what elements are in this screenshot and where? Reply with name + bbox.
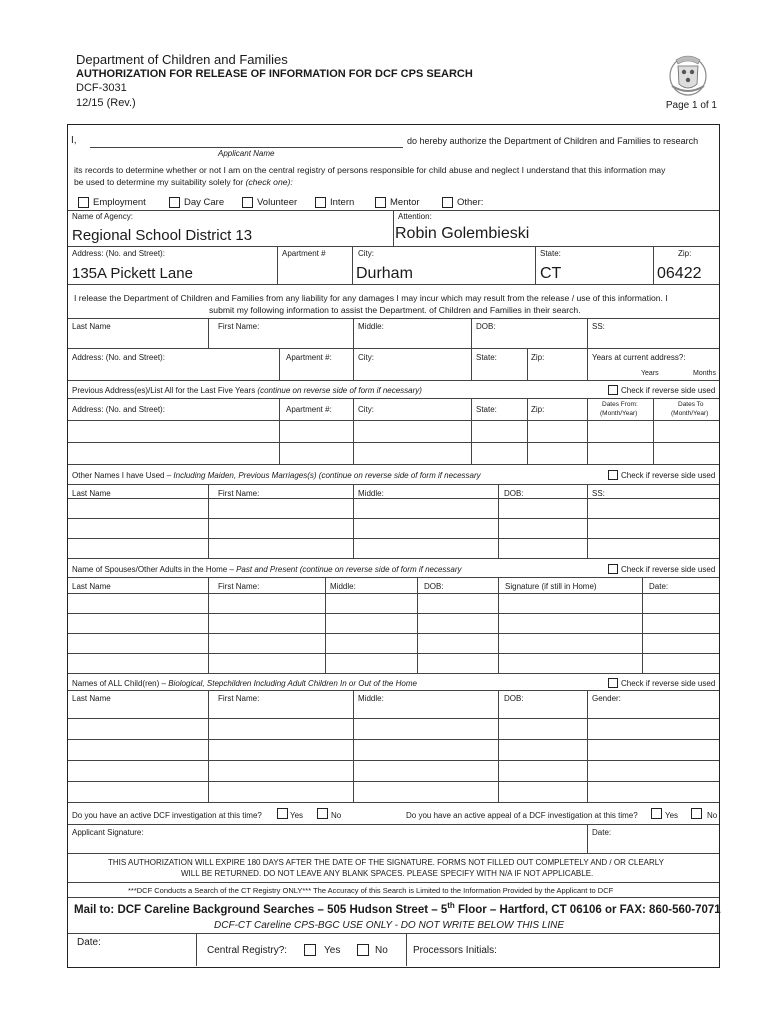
processors-initials-label: Processors Initials: <box>413 945 497 956</box>
spouses-dob-label: DOB: <box>424 582 444 591</box>
applicant-apartment-label: Apartment #: <box>286 353 332 362</box>
dates-from-label: Dates From: <box>602 401 638 408</box>
release-text-1: I release the Department of Children and Families from any liability for any damages I may incur which may result from the release / use of this information. I <box>74 293 668 303</box>
applicant-middle-label: Middle: <box>358 322 384 331</box>
attention-value[interactable]: Robin Golembieski <box>395 225 530 242</box>
active-investigation-yes-label: Yes <box>290 811 304 820</box>
form-number: DCF-3031 <box>76 82 127 94</box>
volunteer-checkbox[interactable] <box>242 197 253 208</box>
purpose-text-2: be used to determine my suitability solely for (check one): <box>74 177 293 187</box>
department-name: Department of Children and Families <box>76 52 288 67</box>
active-appeal-yes-checkbox[interactable] <box>651 808 662 819</box>
dates-from-format: (Month/Year) <box>600 410 638 417</box>
mentor-label: Mentor <box>390 197 420 208</box>
central-registry-no-label: No <box>375 945 388 956</box>
agency-name-value[interactable]: Regional School District 13 <box>72 227 253 244</box>
employment-checkbox[interactable] <box>78 197 89 208</box>
other-names-dob-label: DOB: <box>504 489 524 498</box>
children-title: Names of ALL Child(ren) – Biological, Stepchildren Including Adult Children In or Out of the Home <box>72 679 417 688</box>
prev-apartment-label: Apartment #: <box>286 405 332 414</box>
other-label: Other: <box>457 197 484 208</box>
agency-address-value[interactable]: 135A Pickett Lane <box>72 265 193 282</box>
previous-addresses-reverse-label: Check if reverse side used <box>621 386 716 395</box>
prev-city-label: City: <box>358 405 374 414</box>
active-investigation-no-checkbox[interactable] <box>317 808 328 819</box>
other-names-ss-label: SS: <box>592 489 605 498</box>
active-investigation-no-label: No <box>331 811 342 820</box>
employment-label: Employment <box>93 197 146 208</box>
children-reverse-label: Check if reverse side used <box>621 679 716 688</box>
office-date-label: Date: <box>77 937 101 948</box>
authorization-form <box>67 124 720 968</box>
agency-state-value[interactable]: CT <box>540 265 562 282</box>
expiration-notice-2: WILL BE RETURNED. DO NOT LEAVE ANY BLANK SPACES. PLEASE SPECIFY WITH N/A IF NOT APPLICABLE. <box>181 869 594 878</box>
spouses-last-label: Last Name <box>72 582 111 591</box>
years-at-address-label: Years at current address?: <box>592 353 686 362</box>
volunteer-label: Volunteer <box>257 197 298 208</box>
prev-zip-label: Zip: <box>531 405 545 414</box>
prev-address-label: Address: (No. and Street): <box>72 405 165 414</box>
central-registry-yes-checkbox[interactable] <box>304 944 316 956</box>
children-dob-label: DOB: <box>504 694 524 703</box>
agency-apartment-label: Apartment # <box>282 249 326 258</box>
active-appeal-no-label: No <box>707 811 718 820</box>
agency-address-label: Address: (No. and Street): <box>72 249 165 258</box>
form-revision: 12/15 (Rev.) <box>76 97 136 109</box>
day-care-label: Day Care <box>184 197 225 208</box>
other-names-reverse-label: Check if reverse side used <box>621 471 716 480</box>
applicant-city-label: City: <box>358 353 374 362</box>
other-names-first-label: First Name: <box>218 489 260 498</box>
page-number: Page 1 of 1 <box>665 100 717 111</box>
other-names-middle-label: Middle: <box>358 489 384 498</box>
agency-state-label: State: <box>540 249 561 258</box>
other-names-reverse-checkbox[interactable] <box>608 470 618 480</box>
children-reverse-checkbox[interactable] <box>608 678 618 688</box>
central-registry-yes-label: Yes <box>324 945 341 956</box>
signature-date-label: Date: <box>592 828 612 837</box>
applicant-zip-label: Zip: <box>531 353 545 362</box>
applicant-state-label: State: <box>476 353 497 362</box>
spouses-middle-label: Middle: <box>330 582 356 591</box>
central-registry-label: Central Registry?: <box>207 945 288 956</box>
agency-city-label: City: <box>358 249 374 258</box>
applicant-address-label: Address: (No. and Street): <box>72 353 165 362</box>
spouses-title: Name of Spouses/Other Adults in the Home – Past and Present (continue on reverse side of form if necessary <box>72 565 462 574</box>
registry-notice: ***DCF Conducts a Search of the CT Registry ONLY*** The Accuracy of this Search is Limited to the Information Provided by the Applicant to DCF <box>128 886 614 895</box>
children-last-label: Last Name <box>72 694 111 703</box>
children-middle-label: Middle: <box>358 694 384 703</box>
release-text-2: submit my following information to assist the Department. of Children and Families in their search. <box>209 305 581 315</box>
office-use-title: DCF-CT Careline CPS-BGC USE ONLY - DO NOT WRITE BELOW THIS LINE <box>214 920 565 931</box>
central-registry-no-checkbox[interactable] <box>357 944 369 956</box>
dates-to-label: Dates To <box>678 401 704 408</box>
spouses-first-label: First Name: <box>218 582 260 591</box>
active-investigation-question: Do you have an active DCF investigation at this time? <box>72 811 262 820</box>
intern-checkbox[interactable] <box>315 197 326 208</box>
state-seal-icon <box>664 50 712 98</box>
other-checkbox[interactable] <box>442 197 453 208</box>
active-appeal-no-checkbox[interactable] <box>691 808 702 819</box>
purpose-text-1: its records to determine whether or not I am on the central registry of persons responsible for child abuse and neglect I understand that this information may <box>74 165 666 175</box>
applicant-dob-label: DOB: <box>476 322 496 331</box>
months-label: Months <box>693 370 716 377</box>
expiration-notice-1: THIS AUTHORIZATION WILL EXPIRE 180 DAYS AFTER THE DATE OF THE SIGNATURE. FORMS NOT FILLED OUT COMPLETELY AND / OR CLEARLY <box>108 858 664 867</box>
spouses-reverse-checkbox[interactable] <box>608 564 618 574</box>
spouses-date-label: Date: <box>649 582 669 591</box>
active-appeal-yes-label: Yes <box>665 811 679 820</box>
other-names-title: Other Names I have Used – Including Maiden, Previous Marriages(s) (continue on reverse side of form if necessary <box>72 471 481 480</box>
day-care-checkbox[interactable] <box>169 197 180 208</box>
form-title: AUTHORIZATION FOR RELEASE OF INFORMATION FOR DCF CPS SEARCH <box>76 68 473 80</box>
authorize-text: do hereby authorize the Department of Children and Families to research <box>407 136 699 146</box>
applicant-signature-label: Applicant Signature: <box>72 828 144 837</box>
previous-addresses-reverse-checkbox[interactable] <box>608 385 618 395</box>
agency-zip-value[interactable]: 06422 <box>657 265 702 282</box>
applicant-name-caption: Applicant Name <box>218 149 275 158</box>
applicant-last-name-label: Last Name <box>72 322 111 331</box>
intern-label: Intern <box>330 197 355 208</box>
mail-to-address: Mail to: DCF Careline Background Searches – 505 Hudson Street – 5th Floor – Hartford, CT 06106 or FAX: 860-560-7071 <box>74 901 721 916</box>
i-label: I, <box>71 135 77 146</box>
active-appeal-question: Do you have an active appeal of a DCF investigation at this time? <box>406 811 638 820</box>
active-investigation-yes-checkbox[interactable] <box>277 808 288 819</box>
previous-addresses-title: Previous Address(es)/List All for the Last Five Years (continue on reverse side of form if necessary) <box>72 386 422 395</box>
years-label: Years <box>641 370 659 377</box>
applicant-first-name-label: First Name: <box>218 322 260 331</box>
children-first-label: First Name: <box>218 694 260 703</box>
prev-state-label: State: <box>476 405 497 414</box>
dates-to-format: (Month/Year) <box>671 410 709 417</box>
applicant-ss-label: SS: <box>592 322 605 331</box>
applicant-name-field[interactable] <box>90 147 403 148</box>
agency-name-label: Name of Agency: <box>72 212 133 221</box>
spouses-signature-label: Signature (if still in Home) <box>505 582 597 591</box>
attention-label: Attention: <box>398 212 432 221</box>
mentor-checkbox[interactable] <box>375 197 386 208</box>
agency-city-value[interactable]: Durham <box>356 265 413 282</box>
children-gender-label: Gender: <box>592 694 621 703</box>
spouses-reverse-label: Check if reverse side used <box>621 565 716 574</box>
other-names-last-label: Last Name <box>72 489 111 498</box>
agency-zip-label: Zip: <box>678 249 692 258</box>
